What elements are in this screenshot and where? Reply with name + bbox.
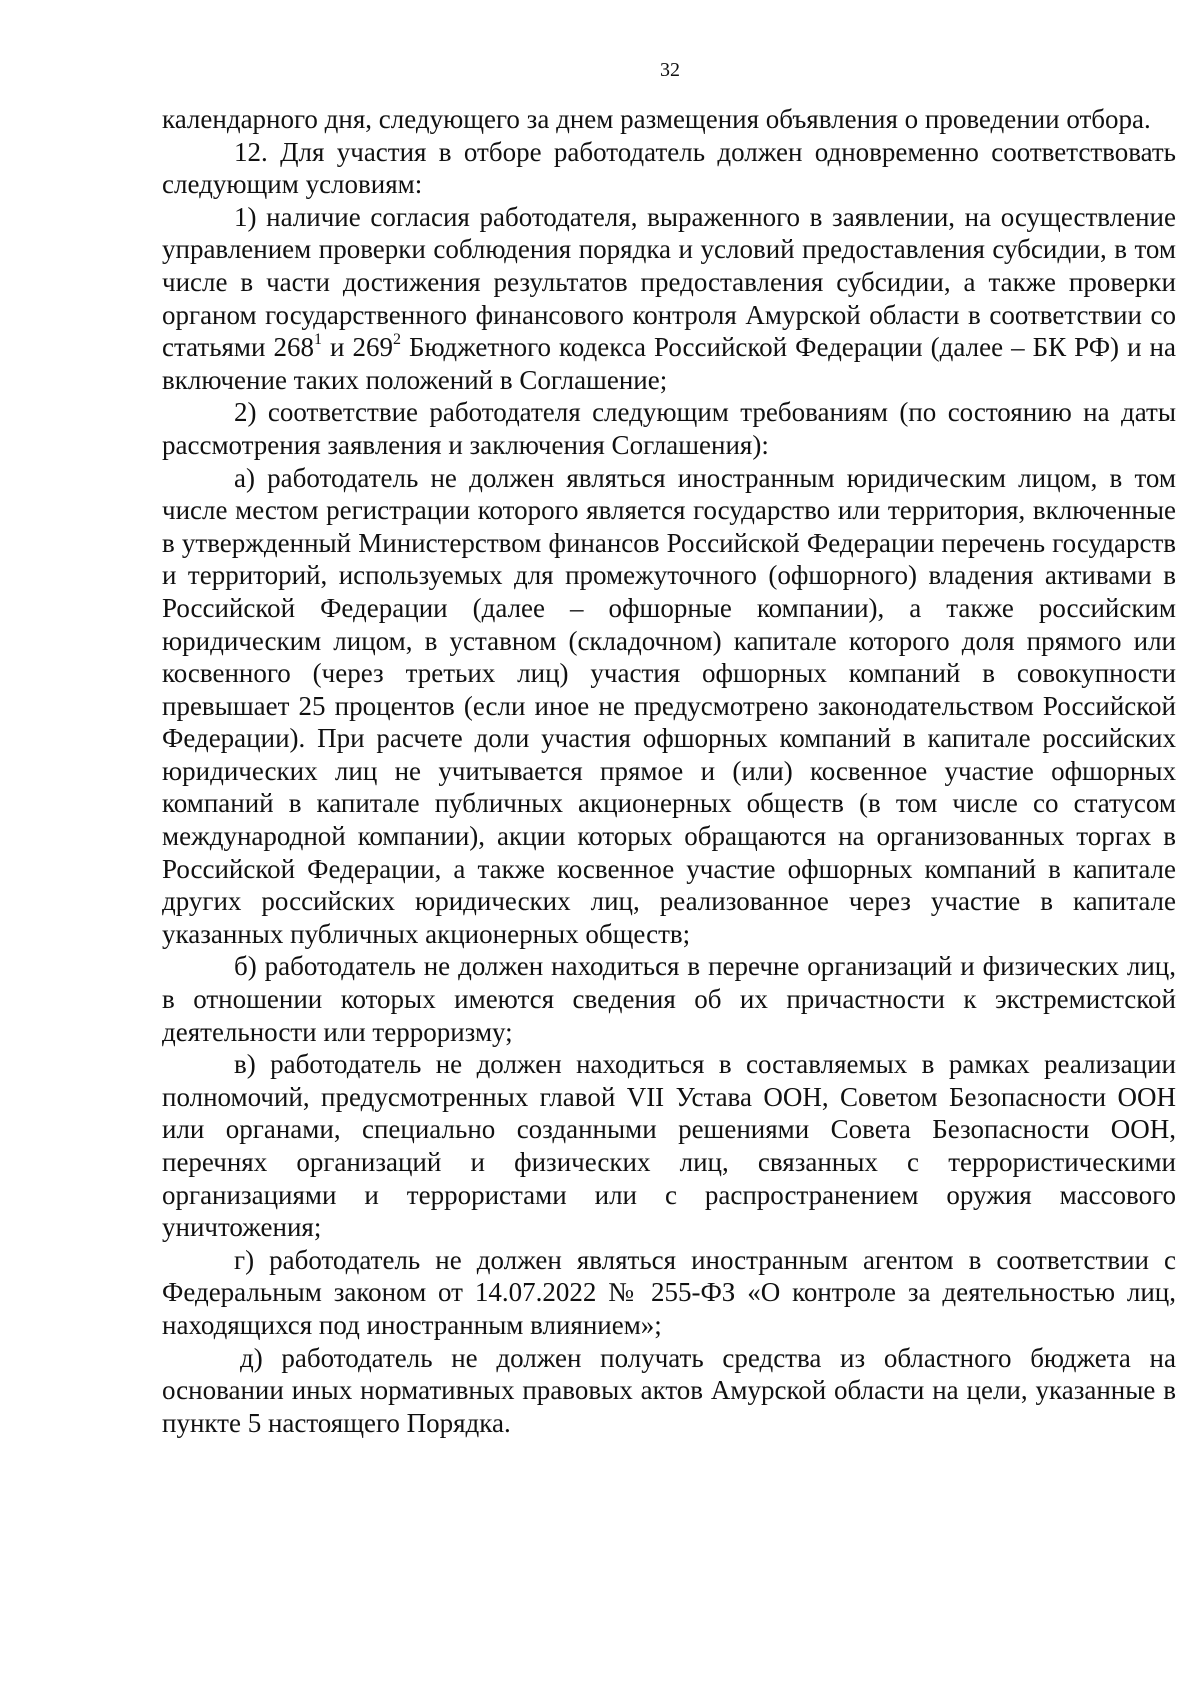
paragraph-requirement-b: б) работодатель не должен находиться в перечне организаций и физических лиц, в отношении которых имеются сведения об их причастности к экстремистской деятельности или терроризму; [162,951,1176,1047]
document-body [162,103,1176,1439]
condition-1-text-a: 1) наличие согласия работодателя, выраженного в заявлении, на осуществление управлением проверки соблюдения порядка и условий предоставления субсидии, в том числе в части достижения результатов предоставления субсидии, а также проверки органом государственного финансового контроля Амурской области в соответствии со статьями 268 [162,201,1176,363]
paragraph-condition-2: 2) соответствие работодателя следующим требованиям (по состоянию на даты рассмотрения заявления и заключения Соглашения): [162,397,1176,460]
page-number: 32 [660,59,680,81]
condition-1-text-c: Бюджетного кодекса Российской Федерации (далее – БК РФ) и на включение таких положений в Соглашение; [162,332,1176,395]
paragraph-requirement-a: а) работодатель не должен являться иностранным юридическим лицом, в том числе местом регистрации которого является государство или территория, включенные в утвержденный Министерством финансов Российской Федерации перечень государств и территорий, используемых для промежуточного (офшорного) владения активами в Российской Федерации (далее – офшорные компании), а также российским юридическим лицом, в уставном (складочном) капитале которого доля прямого или косвенного (через третьих лиц) участия офшорных компаний в совокупности превышает 25 процентов (если иное не предусмотрено законодательством Российской Федерации). При расчете доли участия офшорных компаний в капитале российских юридических лиц не учитывается прямое и (или) косвенное участие офшорных компаний в капитале публичных акционерных обществ (в том числе со статусом международной компании), акции которых обращаются на организованных торгах в Российской Федерации, а также косвенное участие офшорных компаний в капитале других российских юридических лиц, реализованное через участие в капитале указанных публичных акционерных обществ; [162,462,1176,949]
condition-1-text-b: и 269 [322,332,394,363]
paragraph-clause-12: 12. Для участия в отборе работодатель должен одновременно соответствовать следующим условиям: [162,136,1176,200]
footnote-sup-269: 2 [393,331,402,349]
paragraph-continuation: календарного дня, следующего за днем размещения объявления о проведении отбора. [162,104,1151,134]
footnote-sup-268: 1 [314,331,322,349]
paragraph-condition-1 [162,201,1176,397]
paragraph-requirement-g: г) работодатель не должен являться иностранным агентом в соответствии с Федеральным законом от 14.07.2022 № 255-ФЗ «О контроле за деятельностью лиц, находящихся под иностранным влиянием»; [162,1244,1176,1340]
paragraph-requirement-d: д) работодатель не должен получать средства из областного бюджета на основании иных нормативных правовых актов Амурской области на цели, указанные в пункте 5 настоящего Порядка. [162,1342,1176,1438]
paragraph-requirement-v: в) работодатель не должен находиться в составляемых в рамках реализации полномочий, предусмотренных главой VII Устава ООН, Советом Безопасности ООН или органами, специально созданными решениями Совета Безопасности ООН, перечнях организаций и физических лиц, связанных с террористическими организациями и террористами или с распространением оружия массового уничтожения; [162,1049,1176,1243]
